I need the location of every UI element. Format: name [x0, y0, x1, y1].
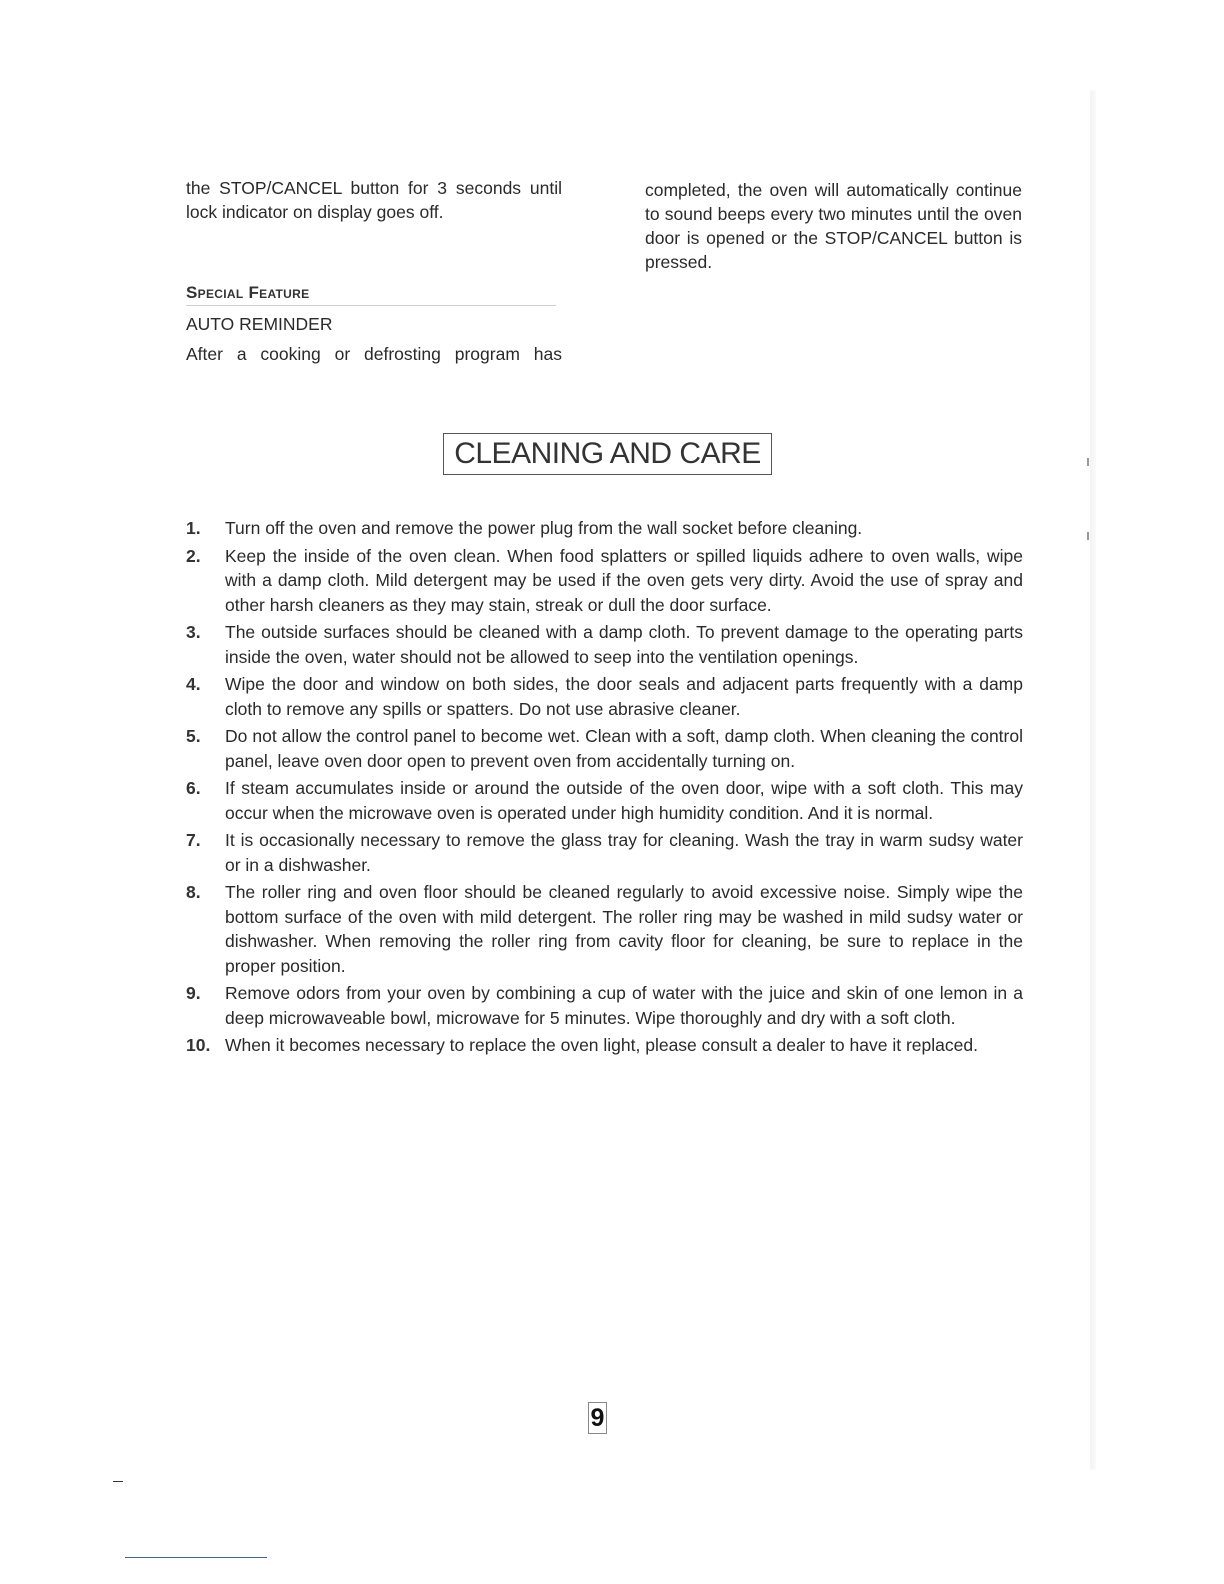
list-item-number: 9. [186, 983, 201, 1003]
list-item-number: 1. [186, 518, 201, 538]
list-item [186, 724, 1023, 773]
list-item [186, 776, 1023, 825]
list-item [186, 981, 1023, 1030]
list-item-number: 6. [186, 778, 201, 798]
list-item-text: If steam accumulates inside or around the outside of the oven door, wipe with a soft cloth. This may occur when the microwave oven is operated under high humidity condition. And it is normal. [225, 778, 1023, 823]
sub-heading-auto-reminder: AUTO REMINDER [186, 314, 333, 334]
list-item-number: 3. [186, 622, 201, 642]
scan-edge-line [125, 1557, 267, 1558]
list-item-text: Do not allow the control panel to become wet. Clean with a soft, damp cloth. When cleaning the control panel, leave oven door open to prevent oven from accidentally turning on. [225, 726, 1023, 771]
list-item [186, 516, 1023, 541]
list-item [186, 1033, 1023, 1058]
list-item-number: 2. [186, 545, 201, 566]
right-column [645, 178, 1022, 274]
list-item-number: 8. [186, 882, 201, 902]
page-edge-shadow [1090, 90, 1096, 1470]
section-title-cleaning-and-care: CLEANING AND CARE [443, 433, 772, 475]
scan-mark [113, 1481, 123, 1482]
auto-reminder-continued-text: completed, the oven will automatically continue to sound beeps every two minutes until the oven door is opened or the STOP/CANCEL button is pressed. [645, 180, 1022, 272]
list-item [186, 620, 1023, 669]
section-heading-special-feature: Special Feature [186, 282, 556, 306]
list-item-text: The outside surfaces should be cleaned with a damp cloth. To prevent damage to the operating parts inside the oven, water should not be allowed to seep into the ventilation openings. [225, 622, 1023, 667]
left-column [186, 176, 562, 366]
list-item [186, 880, 1023, 978]
scan-speck [1087, 458, 1089, 466]
scan-speck [1087, 532, 1089, 540]
page-number: 9 [588, 1402, 607, 1434]
list-item-text: Turn off the oven and remove the power plug from the wall socket before cleaning. [225, 518, 863, 538]
list-item-text: When it becomes necessary to replace the oven light, please consult a dealer to have it replaced. [225, 1035, 978, 1055]
list-item-text: It is occasionally necessary to remove the glass tray for cleaning. Wash the tray in warm sudsy water or in a dishwasher. [225, 830, 1023, 875]
list-item-text: Wipe the door and window on both sides, the door seals and adjacent parts frequently with a damp cloth to remove any spills or spatters. Do not use abrasive cleaner. [225, 674, 1023, 719]
list-item-number: 7. [186, 830, 201, 850]
list-item-number: 5. [186, 726, 201, 746]
list-item-text: Keep the inside of the oven clean. When food splatters or spilled liquids adhere to oven walls, wipe with a damp cloth. Mild detergent may be used if the oven gets very dirty. Avoid the use of spray and other harsh cleaners as they may stain, streak or dull the door surface. [225, 545, 1023, 615]
list-item [186, 544, 1023, 618]
continuation-text: the STOP/CANCEL button for 3 seconds until lock indicator on display goes off. [186, 178, 562, 222]
auto-reminder-text: After a cooking or defrosting program has [186, 344, 562, 364]
list-item-number: 10. [186, 1035, 211, 1055]
list-item [186, 672, 1023, 721]
cleaning-instructions-list [186, 516, 1023, 1061]
list-item-number: 4. [186, 674, 201, 694]
list-item [186, 828, 1023, 877]
list-item-text: Remove odors from your oven by combining a cup of water with the juice and skin of one lemon in a deep microwaveable bowl, microwave for 5 minutes. Wipe thoroughly and dry with a soft cloth. [225, 983, 1023, 1028]
list-item-text: The roller ring and oven floor should be cleaned regularly to avoid excessive noise. Simply wipe the bottom surface of the oven with mild detergent. The roller ring may be washed in mild sudsy water or dishwasher. When removing the roller ring from cavity floor for cleaning, be sure to replace in the proper position. [225, 882, 1023, 976]
